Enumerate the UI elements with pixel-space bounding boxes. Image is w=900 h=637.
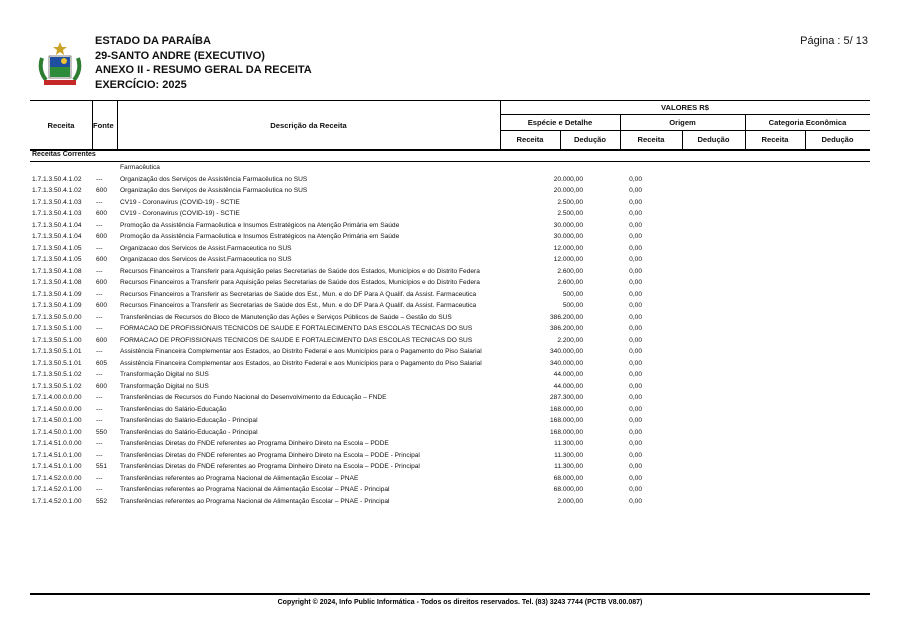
revenue-amount: 340.000,00 xyxy=(549,348,583,355)
deduction-amount: 0,00 xyxy=(629,348,642,355)
sub-deducao: Dedução xyxy=(697,135,730,144)
table-row xyxy=(30,438,870,450)
revenue-code: 1.7.1.3.50.4.1.02 xyxy=(32,175,82,183)
deduction-amount: 0,00 xyxy=(629,394,642,401)
deduction-amount: 0,00 xyxy=(629,279,642,286)
deduction-amount: 0,00 xyxy=(629,405,642,413)
revenue-description: Promoção da Assistência Farmacêutica e Insumos Estratégicos na Atenção Primária em Saúde xyxy=(120,221,400,229)
revenue-description: Farmacêutica xyxy=(120,164,160,171)
source-code: --- xyxy=(96,325,103,332)
revenue-code: 1.7.1.3.50.4.1.09 xyxy=(32,290,82,298)
revenue-amount: 12.000,00 xyxy=(553,256,583,263)
source-code: 600 xyxy=(96,256,108,263)
table-row xyxy=(30,358,870,370)
table-row xyxy=(30,266,870,278)
revenue-description: Assistência Financeira Complementar aos Estados, ao Distrito Federal e aos Municípios para o Pagamento do Piso Salarial xyxy=(120,348,482,355)
deduction-amount: 0,00 xyxy=(629,267,642,275)
revenue-amount: 2.500,00 xyxy=(557,210,583,217)
table-row xyxy=(30,312,870,324)
revenue-code xyxy=(30,163,96,173)
source-code xyxy=(96,163,118,173)
group-origem: Origem xyxy=(669,117,696,127)
deduction-amount: 0,00 xyxy=(629,486,642,493)
report-title-block xyxy=(95,34,312,92)
source-code: --- xyxy=(96,244,103,252)
revenue-code: 1.7.1.3.50.4.1.09 xyxy=(32,302,82,309)
table-row xyxy=(30,473,870,485)
source-code: --- xyxy=(96,394,103,401)
revenue-amount: 168.000,00 xyxy=(549,428,583,436)
revenue-code: 1.7.1.3.50.5.1.01 xyxy=(32,348,82,355)
source-code: 600 xyxy=(96,382,108,390)
deduction-amount: 0,00 xyxy=(629,336,642,344)
revenue-description: Transferências referentes ao Programa Nacional de Alimentação Escolar – PNAE xyxy=(120,474,359,482)
revenue-amount: 11.300,00 xyxy=(554,440,583,447)
revenue-description: Recursos Financeiros a Transferir para Aquisição pelas Secretarias de Saúde dos Estados, Municípios e do Distrito Federa xyxy=(120,267,480,275)
revenue-amount: 2.000,00 xyxy=(557,497,583,505)
revenue-code: 1.7.1.3.50.4.1.08 xyxy=(32,279,82,286)
source-code: 552 xyxy=(96,497,108,505)
table-row xyxy=(30,174,870,186)
revenue-description: CV19 - Coronavirus (COVID-19) - SCTIE xyxy=(120,198,240,206)
sub-deducao: Dedução xyxy=(573,135,607,144)
revenue-description: Transferências do Salário-Educação - Principal xyxy=(120,417,258,424)
revenue-amount: 500,00 xyxy=(562,302,583,309)
revenue-code: 1.7.1.3.50.5.1.00 xyxy=(32,336,82,344)
deduction-amount: 0,00 xyxy=(629,187,642,194)
revenue-code: 1.7.1.4.52.0.0.00 xyxy=(32,474,82,482)
deduction-amount: 0,00 xyxy=(629,359,642,367)
revenue-amount: 386.200,00 xyxy=(549,325,583,332)
revenue-amount: 44.000,00 xyxy=(553,382,583,390)
revenue-amount: 168.000,00 xyxy=(549,417,583,424)
deduction-amount: 0,00 xyxy=(629,474,642,482)
footer-divider xyxy=(30,593,870,595)
deduction-amount: 0,00 xyxy=(629,290,642,298)
table-row xyxy=(30,208,870,220)
revenue-code: 1.7.1.4.51.0.1.00 xyxy=(32,451,82,459)
source-code: 600 xyxy=(96,187,108,194)
table-row xyxy=(30,450,870,462)
revenue-code: 1.7.1.4.00.0.0.00 xyxy=(32,394,82,401)
source-code: --- xyxy=(96,198,103,206)
source-code: --- xyxy=(96,417,103,424)
table-row xyxy=(30,185,870,197)
deduction-amount: 0,00 xyxy=(629,175,642,183)
deduction-amount: 0,00 xyxy=(629,451,642,459)
revenue-amount: 20.000,00 xyxy=(553,175,583,183)
revenue-description: FORMACAO DE PROFISSIONAIS TECNICOS DE SAUDE E FORTALECIMENTO DAS ESCOLAS TECNICAS DO SUS xyxy=(120,325,473,332)
revenue-description: Recursos Financeiros a Transferir as Secretarias de Saúde dos Est., Mun. e do DF Para A Qualif. da Assist. Farmaceutica xyxy=(120,290,477,298)
state-name: ESTADO DA PARAÍBA xyxy=(95,35,211,47)
revenue-amount: 68.000,00 xyxy=(553,486,583,493)
revenue-description: Organizacao dos Servicos de Assist.Farmaceutica no SUS xyxy=(120,256,292,263)
revenue-description: Transferências Diretas do FNDE referentes ao Programa Dinheiro Direto na Escola – PDDE xyxy=(120,440,389,447)
revenue-amount: 12.000,00 xyxy=(553,244,583,252)
table-row xyxy=(30,346,870,358)
revenue-description: Assistência Financeira Complementar aos Estados, ao Distrito Federal e aos Municípios para o Pagamento do Piso Salarial xyxy=(120,359,482,367)
entity-name: 29-SANTO ANDRE (EXECUTIVO) xyxy=(95,49,265,62)
deduction-amount: 0,00 xyxy=(629,221,642,229)
deduction-amount: 0,00 xyxy=(629,417,642,424)
col-receita: Receita xyxy=(47,120,75,130)
deduction-amount: 0,00 xyxy=(629,233,642,240)
table-row xyxy=(30,392,870,404)
revenue-code: 1.7.1.4.50.0.0.00 xyxy=(32,405,82,413)
revenue-description: Recursos Financeiros a Transferir para Aquisição pelas Secretarias de Saúde dos Estados, Municípios e do Distrito Federa xyxy=(120,279,480,286)
deduction-amount: 0,00 xyxy=(629,497,642,505)
annex-title: ANEXO II - RESUMO GERAL DA RECEITA xyxy=(95,64,312,76)
revenue-amount: 68.000,00 xyxy=(553,474,583,482)
revenue-code: 1.7.1.3.50.5.1.00 xyxy=(32,325,82,332)
revenue-amount: 287.300,00 xyxy=(549,394,583,401)
deduction-amount: 0,00 xyxy=(629,371,642,378)
source-code: 600 xyxy=(96,233,108,240)
deduction-amount: 0,00 xyxy=(629,210,642,217)
table-row xyxy=(30,300,870,312)
coat-of-arms-logo xyxy=(36,40,84,88)
revenue-description: Organização dos Serviços de Assistência Farmacêutica no SUS xyxy=(120,175,308,183)
source-code: 600 xyxy=(96,210,108,217)
revenue-description: Transferências de Recursos do Bloco de Manutenção das Ações e Serviços Públicos de Saúde – Gestão do SUS xyxy=(120,313,452,321)
table-row xyxy=(30,415,870,427)
revenue-amount: 386.200,00 xyxy=(549,313,583,321)
revenue-amount: 11.300,00 xyxy=(554,463,583,470)
table-header xyxy=(30,100,870,151)
revenue-description: Transferências do Salário-Educação xyxy=(120,405,227,413)
table-row xyxy=(30,197,870,209)
revenue-code: 1.7.1.4.52.0.1.00 xyxy=(32,486,82,493)
deduction-amount xyxy=(583,163,642,173)
table-row xyxy=(30,427,870,439)
page-number: Página : 5/ 13 xyxy=(800,35,868,47)
source-code: 551 xyxy=(96,463,108,470)
revenue-code: 1.7.1.4.50.0.1.00 xyxy=(32,428,82,436)
sub-receita: Receita xyxy=(516,135,544,144)
table-row xyxy=(30,277,870,289)
revenue-amount: 2.600,00 xyxy=(557,267,583,275)
group-categoria: Categoria Econômica xyxy=(768,117,847,127)
table-row xyxy=(30,254,870,266)
source-code: 600 xyxy=(96,302,108,309)
revenue-amount: 2.600,00 xyxy=(557,279,583,286)
revenue-amount: 30.000,00 xyxy=(553,221,583,229)
revenue-amount: 44.000,00 xyxy=(553,371,583,378)
source-code: --- xyxy=(96,474,103,482)
revenue-description: Transferências de Recursos do Fundo Nacional do Desenvolvimento da Educação – FNDE xyxy=(120,394,387,401)
revenue-code: 1.7.1.3.50.4.1.04 xyxy=(32,233,82,240)
deduction-amount: 0,00 xyxy=(629,198,642,206)
revenue-code: 1.7.1.3.50.4.1.05 xyxy=(32,256,82,263)
revenue-description: Transformação Digital no SUS xyxy=(120,371,209,378)
revenue-description: CV19 - Coronavirus (COVID-19) - SCTIE xyxy=(120,210,240,217)
source-code: --- xyxy=(96,175,103,183)
source-code: 600 xyxy=(96,279,108,286)
sub-deducao: Dedução xyxy=(821,135,854,144)
source-code: --- xyxy=(96,440,103,447)
table-row xyxy=(30,335,870,347)
revenue-code: 1.7.1.3.50.4.1.05 xyxy=(32,244,82,252)
revenue-description: Transferências Diretas do FNDE referentes ao Programa Dinheiro Direto na Escola – PDDE - Principal xyxy=(120,451,420,459)
revenue-code: 1.7.1.3.50.5.0.00 xyxy=(32,313,82,321)
col-fonte: Fonte xyxy=(93,120,114,130)
revenue-code: 1.7.1.4.51.0.0.00 xyxy=(32,440,82,447)
table-row xyxy=(30,404,870,416)
revenue-code: 1.7.1.3.50.4.1.03 xyxy=(32,198,82,206)
revenue-description: FORMACAO DE PROFISSIONAIS TECNICOS DE SAUDE E FORTALECIMENTO DAS ESCOLAS TECNICAS DO SUS xyxy=(120,336,473,344)
table-row xyxy=(30,323,870,335)
col-descricao: Descrição da Receita xyxy=(270,120,347,130)
revenue-amount xyxy=(510,163,583,173)
group-especie: Espécie e Detalhe xyxy=(527,117,593,127)
revenue-amount: 340.000,00 xyxy=(549,359,583,367)
revenue-amount: 2.500,00 xyxy=(557,198,583,206)
revenue-code: 1.7.1.3.50.4.1.08 xyxy=(32,267,82,275)
source-code: --- xyxy=(96,267,103,275)
table-row xyxy=(30,231,870,243)
table-row xyxy=(30,496,870,508)
revenue-amount: 30.000,00 xyxy=(553,233,583,240)
table-row xyxy=(30,484,870,496)
deduction-amount: 0,00 xyxy=(629,382,642,390)
col-valores: VALORES R$ xyxy=(661,103,709,112)
revenue-table-body xyxy=(30,162,870,507)
source-code: --- xyxy=(96,313,103,321)
deduction-amount: 0,00 xyxy=(629,440,642,447)
revenue-amount: 20.000,00 xyxy=(553,187,583,194)
table-row xyxy=(30,369,870,381)
source-code: --- xyxy=(96,486,103,493)
revenue-code: 1.7.1.3.50.4.1.02 xyxy=(32,187,82,194)
source-code: 600 xyxy=(96,336,108,344)
revenue-amount: 168.000,00 xyxy=(549,405,583,413)
source-code: --- xyxy=(96,290,103,298)
source-code: --- xyxy=(96,451,103,459)
deduction-amount: 0,00 xyxy=(629,313,642,321)
deduction-amount: 0,00 xyxy=(629,463,642,470)
revenue-code: 1.7.1.3.50.5.1.02 xyxy=(32,382,82,390)
revenue-code: 1.7.1.4.50.0.1.00 xyxy=(32,417,82,424)
revenue-amount: 500,00 xyxy=(562,290,583,298)
source-code: --- xyxy=(96,348,103,355)
revenue-description: Organizacao dos Servicos de Assist.Farmaceutica no SUS xyxy=(120,244,292,252)
sub-receita: Receita xyxy=(637,135,665,144)
table-row xyxy=(30,461,870,473)
table-row xyxy=(30,289,870,301)
source-code: --- xyxy=(96,221,103,229)
revenue-code: 1.7.1.3.50.4.1.03 xyxy=(32,210,82,217)
source-code: 550 xyxy=(96,428,108,436)
section-title: Receitas Correntes xyxy=(30,151,870,162)
revenue-amount: 2.200,00 xyxy=(557,336,583,344)
revenue-code: 1.7.1.4.52.0.1.00 xyxy=(32,497,82,505)
deduction-amount: 0,00 xyxy=(629,244,642,252)
table-row xyxy=(30,162,870,174)
deduction-amount: 0,00 xyxy=(629,302,642,309)
table-row xyxy=(30,220,870,232)
revenue-code: 1.7.1.3.50.5.1.01 xyxy=(32,359,82,367)
revenue-code: 1.7.1.4.51.0.1.00 xyxy=(32,463,82,470)
revenue-description: Transferências Diretas do FNDE referentes ao Programa Dinheiro Direto na Escola – PDDE - Principal xyxy=(120,463,420,470)
sub-receita: Receita xyxy=(761,135,789,144)
revenue-description: Transferências referentes ao Programa Nacional de Alimentação Escolar – PNAE - Principal xyxy=(120,497,390,505)
copyright-footer: Copyright © 2024, Info Public Informática - Todos os direitos reservados. Tel. (83) 3243 7744 (PCTB V8.00.087) xyxy=(277,599,643,606)
source-code: 605 xyxy=(96,359,108,367)
revenue-amount: 11.300,00 xyxy=(554,451,583,459)
revenue-code: 1.7.1.3.50.5.1.02 xyxy=(32,371,82,378)
table-row xyxy=(30,381,870,393)
revenue-code: 1.7.1.3.50.4.1.04 xyxy=(32,221,82,229)
revenue-description: Transferências referentes ao Programa Nacional de Alimentação Escolar – PNAE - Principal xyxy=(120,486,390,493)
table-row xyxy=(30,243,870,255)
revenue-description: Recursos Financeiros a Transferir as Secretarias de Saúde dos Est., Mun. e do DF Para A Qualif. da Assist. Farmaceutica xyxy=(120,302,477,309)
revenue-description: Transferências do Salário-Educação - Principal xyxy=(120,428,258,436)
source-code: --- xyxy=(96,405,103,413)
revenue-description: Promoção da Assistência Farmacêutica e Insumos Estratégicos na Atenção Primária em Saúde xyxy=(120,233,400,240)
deduction-amount: 0,00 xyxy=(629,428,642,436)
deduction-amount: 0,00 xyxy=(629,256,642,263)
revenue-description: Organização dos Serviços de Assistência Farmacêutica no SUS xyxy=(120,187,308,194)
revenue-description: Transformação Digital no SUS xyxy=(120,382,209,390)
fiscal-year: EXERCÍCIO: 2025 xyxy=(95,78,187,91)
source-code: --- xyxy=(96,371,103,378)
deduction-amount: 0,00 xyxy=(629,325,642,332)
